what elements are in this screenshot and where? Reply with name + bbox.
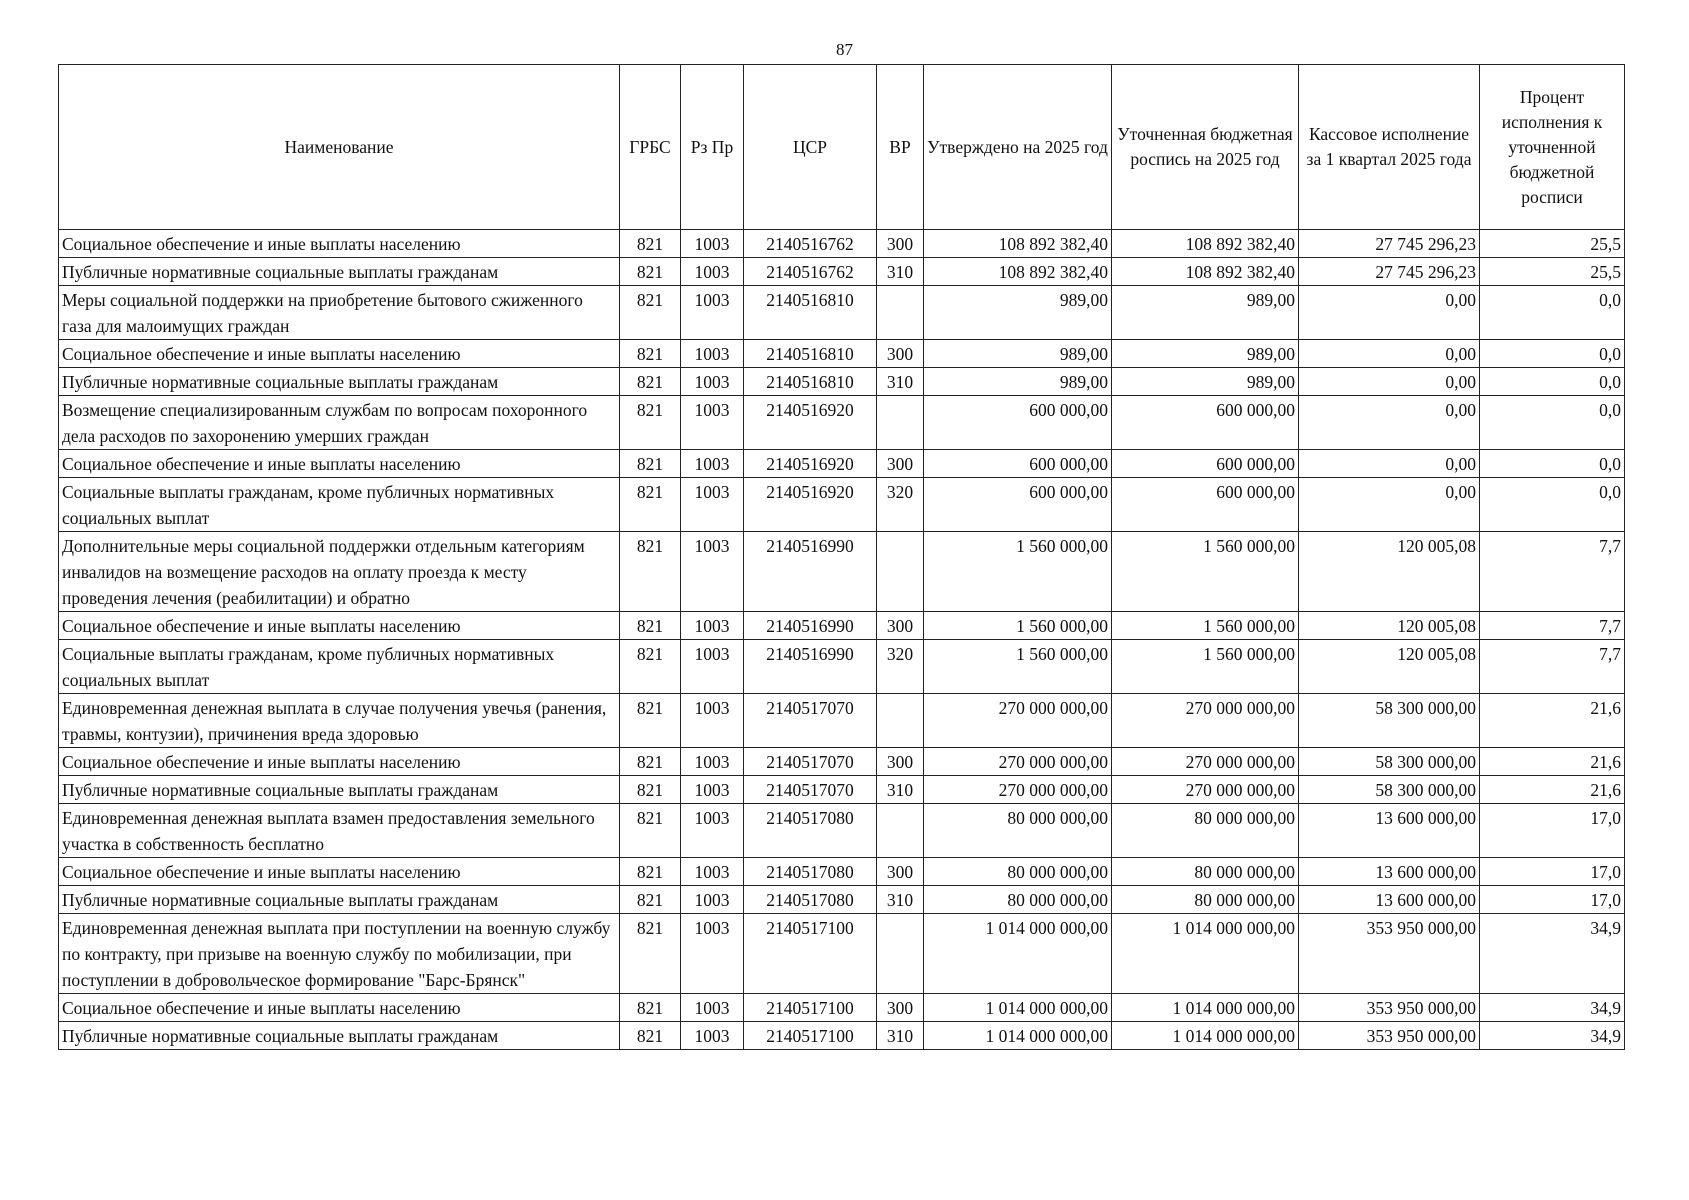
cell-refined: 600 000,00 [1112, 478, 1299, 532]
cell-vr: 310 [877, 258, 924, 286]
table-row [59, 368, 1625, 396]
cell-name: Дополнительные меры социальной поддержки отдельным категориям инвалидов на возмещение расходов на оплату проезда к месту проведения лечения (реабилитации) и обратно [59, 532, 620, 612]
cell-rzpr: 1003 [681, 368, 744, 396]
cell-approved: 270 000 000,00 [924, 748, 1112, 776]
cell-percent: 25,5 [1480, 258, 1625, 286]
cell-name: Публичные нормативные социальные выплаты гражданам [59, 368, 620, 396]
cell-rzpr: 1003 [681, 694, 744, 748]
cell-grbs: 821 [620, 478, 681, 532]
cell-vr: 300 [877, 340, 924, 368]
cell-name: Возмещение специализированным службам по вопросам похоронного дела расходов по захоронению умерших граждан [59, 396, 620, 450]
cell-grbs: 821 [620, 368, 681, 396]
table-row [59, 532, 1625, 612]
budget-table [58, 64, 1625, 1050]
cell-csr: 2140516920 [744, 450, 877, 478]
cell-approved: 80 000 000,00 [924, 886, 1112, 914]
cell-rzpr: 1003 [681, 994, 744, 1022]
cell-rzpr: 1003 [681, 612, 744, 640]
cell-csr: 2140516920 [744, 396, 877, 450]
cell-cash: 58 300 000,00 [1299, 748, 1480, 776]
table-row [59, 776, 1625, 804]
cell-rzpr: 1003 [681, 886, 744, 914]
cell-name: Социальное обеспечение и иные выплаты населению [59, 748, 620, 776]
cell-grbs: 821 [620, 914, 681, 994]
cell-vr: 300 [877, 612, 924, 640]
cell-percent: 0,0 [1480, 340, 1625, 368]
cell-approved: 270 000 000,00 [924, 776, 1112, 804]
cell-rzpr: 1003 [681, 914, 744, 994]
header-csr: ЦСР [744, 65, 877, 230]
header-vr: ВР [877, 65, 924, 230]
table-row [59, 804, 1625, 858]
cell-vr [877, 914, 924, 994]
cell-rzpr: 1003 [681, 396, 744, 450]
cell-approved: 270 000 000,00 [924, 694, 1112, 748]
cell-csr: 2140517080 [744, 886, 877, 914]
cell-refined: 1 560 000,00 [1112, 532, 1299, 612]
cell-grbs: 821 [620, 994, 681, 1022]
cell-cash: 13 600 000,00 [1299, 804, 1480, 858]
cell-rzpr: 1003 [681, 450, 744, 478]
table-row [59, 286, 1625, 340]
cell-approved: 600 000,00 [924, 478, 1112, 532]
cell-percent: 21,6 [1480, 776, 1625, 804]
table-row [59, 258, 1625, 286]
cell-refined: 989,00 [1112, 368, 1299, 396]
cell-cash: 0,00 [1299, 340, 1480, 368]
cell-rzpr: 1003 [681, 258, 744, 286]
cell-grbs: 821 [620, 748, 681, 776]
cell-percent: 0,0 [1480, 396, 1625, 450]
cell-vr: 300 [877, 450, 924, 478]
cell-refined: 600 000,00 [1112, 450, 1299, 478]
cell-cash: 13 600 000,00 [1299, 886, 1480, 914]
cell-csr: 2140517070 [744, 776, 877, 804]
cell-refined: 989,00 [1112, 340, 1299, 368]
cell-vr: 310 [877, 1022, 924, 1050]
cell-grbs: 821 [620, 230, 681, 258]
cell-rzpr: 1003 [681, 1022, 744, 1050]
cell-rzpr: 1003 [681, 532, 744, 612]
cell-grbs: 821 [620, 858, 681, 886]
cell-percent: 17,0 [1480, 858, 1625, 886]
cell-cash: 353 950 000,00 [1299, 994, 1480, 1022]
table-row [59, 914, 1625, 994]
cell-csr: 2140516990 [744, 640, 877, 694]
cell-approved: 989,00 [924, 368, 1112, 396]
table-row [59, 230, 1625, 258]
cell-grbs: 821 [620, 886, 681, 914]
cell-refined: 1 560 000,00 [1112, 640, 1299, 694]
cell-rzpr: 1003 [681, 230, 744, 258]
cell-vr: 320 [877, 478, 924, 532]
cell-grbs: 821 [620, 1022, 681, 1050]
cell-cash: 27 745 296,23 [1299, 230, 1480, 258]
table-row [59, 340, 1625, 368]
cell-grbs: 821 [620, 396, 681, 450]
cell-grbs: 821 [620, 258, 681, 286]
cell-rzpr: 1003 [681, 748, 744, 776]
cell-grbs: 821 [620, 532, 681, 612]
cell-grbs: 821 [620, 612, 681, 640]
header-rzpr: Рз Пр [681, 65, 744, 230]
table-row [59, 858, 1625, 886]
table-row [59, 396, 1625, 450]
cell-cash: 120 005,08 [1299, 532, 1480, 612]
cell-cash: 0,00 [1299, 478, 1480, 532]
table-body [59, 230, 1625, 1050]
cell-grbs: 821 [620, 694, 681, 748]
cell-refined: 80 000 000,00 [1112, 886, 1299, 914]
cell-csr: 2140516990 [744, 612, 877, 640]
cell-csr: 2140517070 [744, 748, 877, 776]
cell-name: Публичные нормативные социальные выплаты гражданам [59, 258, 620, 286]
cell-name: Социальное обеспечение и иные выплаты населению [59, 994, 620, 1022]
cell-approved: 989,00 [924, 340, 1112, 368]
cell-csr: 2140516762 [744, 258, 877, 286]
cell-approved: 989,00 [924, 286, 1112, 340]
cell-percent: 7,7 [1480, 640, 1625, 694]
table-row [59, 748, 1625, 776]
cell-cash: 120 005,08 [1299, 612, 1480, 640]
cell-name: Социальное обеспечение и иные выплаты населению [59, 340, 620, 368]
cell-percent: 21,6 [1480, 748, 1625, 776]
cell-vr: 310 [877, 776, 924, 804]
cell-name: Единовременная денежная выплата в случае получения увечья (ранения, травмы, контузии), причинения вреда здоровью [59, 694, 620, 748]
cell-vr: 310 [877, 368, 924, 396]
cell-csr: 2140516810 [744, 368, 877, 396]
header-percent: Процент исполнения к уточненной бюджетной росписи [1480, 65, 1625, 230]
cell-csr: 2140517100 [744, 1022, 877, 1050]
cell-refined: 989,00 [1112, 286, 1299, 340]
cell-vr [877, 804, 924, 858]
cell-refined: 1 014 000 000,00 [1112, 914, 1299, 994]
cell-grbs: 821 [620, 776, 681, 804]
header-grbs: ГРБС [620, 65, 681, 230]
cell-csr: 2140517080 [744, 858, 877, 886]
cell-name: Публичные нормативные социальные выплаты гражданам [59, 886, 620, 914]
cell-vr [877, 694, 924, 748]
cell-refined: 1 560 000,00 [1112, 612, 1299, 640]
cell-rzpr: 1003 [681, 286, 744, 340]
cell-grbs: 821 [620, 340, 681, 368]
cell-approved: 1 014 000 000,00 [924, 1022, 1112, 1050]
cell-refined: 108 892 382,40 [1112, 230, 1299, 258]
table-row [59, 450, 1625, 478]
cell-refined: 270 000 000,00 [1112, 776, 1299, 804]
cell-refined: 600 000,00 [1112, 396, 1299, 450]
cell-percent: 34,9 [1480, 1022, 1625, 1050]
cell-refined: 270 000 000,00 [1112, 748, 1299, 776]
cell-approved: 1 560 000,00 [924, 640, 1112, 694]
cell-csr: 2140517070 [744, 694, 877, 748]
header-approved: Утверждено на 2025 год [924, 65, 1112, 230]
cell-percent: 0,0 [1480, 368, 1625, 396]
cell-cash: 0,00 [1299, 286, 1480, 340]
cell-csr: 2140517100 [744, 914, 877, 994]
cell-vr: 300 [877, 858, 924, 886]
cell-percent: 7,7 [1480, 612, 1625, 640]
cell-vr: 300 [877, 230, 924, 258]
cell-rzpr: 1003 [681, 776, 744, 804]
cell-vr: 310 [877, 886, 924, 914]
cell-grbs: 821 [620, 450, 681, 478]
cell-csr: 2140516810 [744, 340, 877, 368]
cell-vr: 320 [877, 640, 924, 694]
cell-percent: 17,0 [1480, 804, 1625, 858]
cell-percent: 0,0 [1480, 478, 1625, 532]
header-cash: Кассовое исполнение за 1 квартал 2025 года [1299, 65, 1480, 230]
cell-approved: 1 560 000,00 [924, 612, 1112, 640]
table-row [59, 1022, 1625, 1050]
table-row [59, 640, 1625, 694]
cell-approved: 600 000,00 [924, 396, 1112, 450]
cell-rzpr: 1003 [681, 640, 744, 694]
cell-rzpr: 1003 [681, 478, 744, 532]
cell-cash: 58 300 000,00 [1299, 776, 1480, 804]
cell-grbs: 821 [620, 640, 681, 694]
cell-name: Единовременная денежная выплата взамен предоставления земельного участка в собственность бесплатно [59, 804, 620, 858]
cell-refined: 80 000 000,00 [1112, 858, 1299, 886]
cell-vr: 300 [877, 748, 924, 776]
cell-approved: 108 892 382,40 [924, 258, 1112, 286]
cell-vr [877, 396, 924, 450]
cell-name: Публичные нормативные социальные выплаты гражданам [59, 776, 620, 804]
cell-rzpr: 1003 [681, 858, 744, 886]
cell-approved: 80 000 000,00 [924, 858, 1112, 886]
cell-refined: 270 000 000,00 [1112, 694, 1299, 748]
cell-name: Социальное обеспечение и иные выплаты населению [59, 858, 620, 886]
cell-csr: 2140516810 [744, 286, 877, 340]
cell-name: Социальное обеспечение и иные выплаты населению [59, 450, 620, 478]
cell-csr: 2140517080 [744, 804, 877, 858]
cell-name: Публичные нормативные социальные выплаты гражданам [59, 1022, 620, 1050]
cell-name: Социальное обеспечение и иные выплаты населению [59, 612, 620, 640]
cell-cash: 13 600 000,00 [1299, 858, 1480, 886]
cell-approved: 80 000 000,00 [924, 804, 1112, 858]
table-row [59, 612, 1625, 640]
cell-approved: 1 560 000,00 [924, 532, 1112, 612]
cell-refined: 1 014 000 000,00 [1112, 994, 1299, 1022]
cell-name: Социальные выплаты гражданам, кроме публичных нормативных социальных выплат [59, 478, 620, 532]
cell-grbs: 821 [620, 804, 681, 858]
cell-approved: 1 014 000 000,00 [924, 914, 1112, 994]
header-refined: Уточненная бюджетная роспись на 2025 год [1112, 65, 1299, 230]
cell-rzpr: 1003 [681, 340, 744, 368]
table-row [59, 478, 1625, 532]
cell-cash: 58 300 000,00 [1299, 694, 1480, 748]
cell-name: Социальное обеспечение и иные выплаты населению [59, 230, 620, 258]
cell-cash: 120 005,08 [1299, 640, 1480, 694]
cell-percent: 21,6 [1480, 694, 1625, 748]
cell-cash: 0,00 [1299, 368, 1480, 396]
table-row [59, 886, 1625, 914]
cell-csr: 2140517100 [744, 994, 877, 1022]
cell-percent: 17,0 [1480, 886, 1625, 914]
cell-cash: 0,00 [1299, 396, 1480, 450]
cell-percent: 34,9 [1480, 914, 1625, 994]
cell-approved: 600 000,00 [924, 450, 1112, 478]
cell-csr: 2140516990 [744, 532, 877, 612]
cell-name: Единовременная денежная выплата при поступлении на военную службу по контракту, при призыве на военную службу по мобилизации, при поступлении в добровольческое формирование "Барс-Брянск" [59, 914, 620, 994]
table-row [59, 994, 1625, 1022]
cell-cash: 27 745 296,23 [1299, 258, 1480, 286]
cell-percent: 0,0 [1480, 286, 1625, 340]
cell-approved: 1 014 000 000,00 [924, 994, 1112, 1022]
cell-percent: 25,5 [1480, 230, 1625, 258]
cell-approved: 108 892 382,40 [924, 230, 1112, 258]
cell-name: Социальные выплаты гражданам, кроме публичных нормативных социальных выплат [59, 640, 620, 694]
cell-vr [877, 532, 924, 612]
cell-cash: 353 950 000,00 [1299, 914, 1480, 994]
header-name: Наименование [59, 65, 620, 230]
cell-rzpr: 1003 [681, 804, 744, 858]
cell-refined: 1 014 000 000,00 [1112, 1022, 1299, 1050]
cell-cash: 0,00 [1299, 450, 1480, 478]
cell-percent: 0,0 [1480, 450, 1625, 478]
cell-vr [877, 286, 924, 340]
cell-grbs: 821 [620, 286, 681, 340]
cell-vr: 300 [877, 994, 924, 1022]
cell-percent: 34,9 [1480, 994, 1625, 1022]
table-header-row [59, 65, 1625, 230]
cell-percent: 7,7 [1480, 532, 1625, 612]
cell-refined: 108 892 382,40 [1112, 258, 1299, 286]
cell-name: Меры социальной поддержки на приобретение бытового сжиженного газа для малоимущих граждан [59, 286, 620, 340]
cell-csr: 2140516920 [744, 478, 877, 532]
cell-cash: 353 950 000,00 [1299, 1022, 1480, 1050]
table-row [59, 694, 1625, 748]
cell-csr: 2140516762 [744, 230, 877, 258]
page-number: 87 [836, 40, 853, 59]
cell-refined: 80 000 000,00 [1112, 804, 1299, 858]
